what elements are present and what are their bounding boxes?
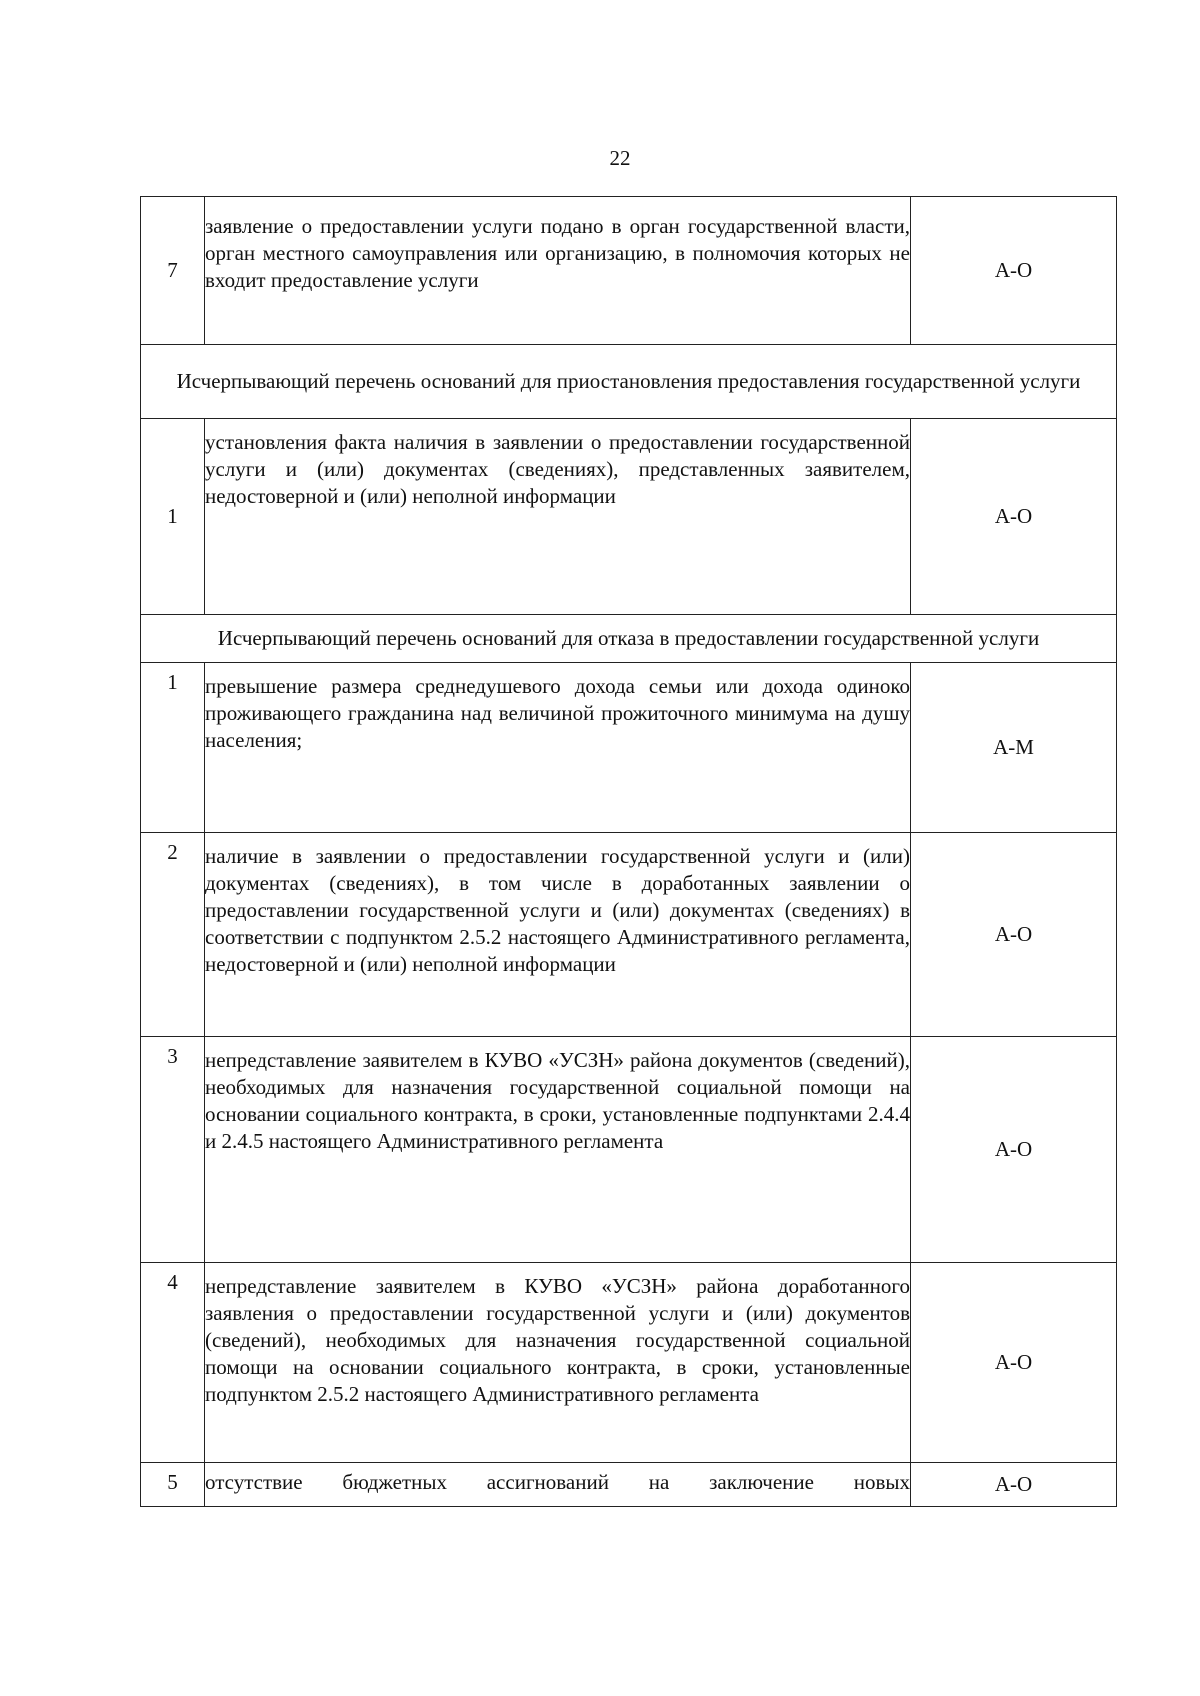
- row-text: установления факта наличия в заявлении о предоставлении государственной услуги и (или) документах (сведениях), представленных заявителем, недостоверной и (или) неполной информации: [205, 419, 911, 615]
- row-code: А-О: [911, 1037, 1117, 1263]
- row-text: превышение размера среднедушевого дохода семьи или дохода одиноко проживающего гражданина над величиной прожиточного минимума на душу населения;: [205, 663, 911, 833]
- row-code: А-М: [911, 663, 1117, 833]
- row-number: 7: [141, 197, 205, 345]
- row-number: 2: [141, 833, 205, 1037]
- row-text: заявление о предоставлении услуги подано в орган государственной власти, орган местного самоуправления или организацию, в полномочия которых не входит предоставление услуги: [205, 197, 911, 345]
- table-row: [141, 663, 1117, 833]
- section-title-suspension: Исчерпывающий перечень оснований для приостановления предоставления государственной услуги: [141, 345, 1117, 419]
- page-number: 22: [609, 146, 631, 170]
- table-row: [141, 1463, 1117, 1507]
- table-row: [141, 1263, 1117, 1463]
- row-text: непредставление заявителем в КУВО «УСЗН» района доработанного заявления о предоставлении государственной услуги и (или) документов (сведений), необходимых для назначения государственной социальной помощи на основании социального контракта, в сроки, установленные подпунктом 2.5.2 настоящего Административного регламента: [205, 1263, 911, 1463]
- row-text: непредставление заявителем в КУВО «УСЗН» района документов (сведений), необходимых для назначения государственной социальной помощи на основании социального контракта, в сроки, установленные подпунктами 2.4.4 и 2.4.5 настоящего Административного регламента: [205, 1037, 911, 1263]
- row-code: А-О: [911, 833, 1117, 1037]
- section-title-refusal: Исчерпывающий перечень оснований для отказа в предоставлении государственной услуги: [141, 615, 1117, 663]
- table-row: [141, 1037, 1117, 1263]
- row-text: отсутствие бюджетных ассигнований на заключение новых: [205, 1463, 911, 1507]
- row-number: 4: [141, 1263, 205, 1463]
- table-row: [141, 197, 1117, 345]
- row-number: 5: [141, 1463, 205, 1507]
- row-code: А-О: [911, 1263, 1117, 1463]
- section-header-row: [141, 345, 1117, 419]
- row-number: 1: [141, 419, 205, 615]
- row-number: 3: [141, 1037, 205, 1263]
- row-code: А-О: [911, 1463, 1117, 1507]
- row-code: А-О: [911, 419, 1117, 615]
- row-text: наличие в заявлении о предоставлении государственной услуги и (или) документах (сведениях), в том числе в доработанных заявлении о предоставлении государственной услуги и (или) документах (сведениях) в соответствии с подпунктом 2.5.2 настоящего Административного регламента, недостоверной и (или) неполной информации: [205, 833, 911, 1037]
- row-code: А-О: [911, 197, 1117, 345]
- grounds-table: [140, 196, 1117, 1507]
- section-header-row: [141, 615, 1117, 663]
- table-row: [141, 833, 1117, 1037]
- row-number: 1: [141, 663, 205, 833]
- table-row: [141, 419, 1117, 615]
